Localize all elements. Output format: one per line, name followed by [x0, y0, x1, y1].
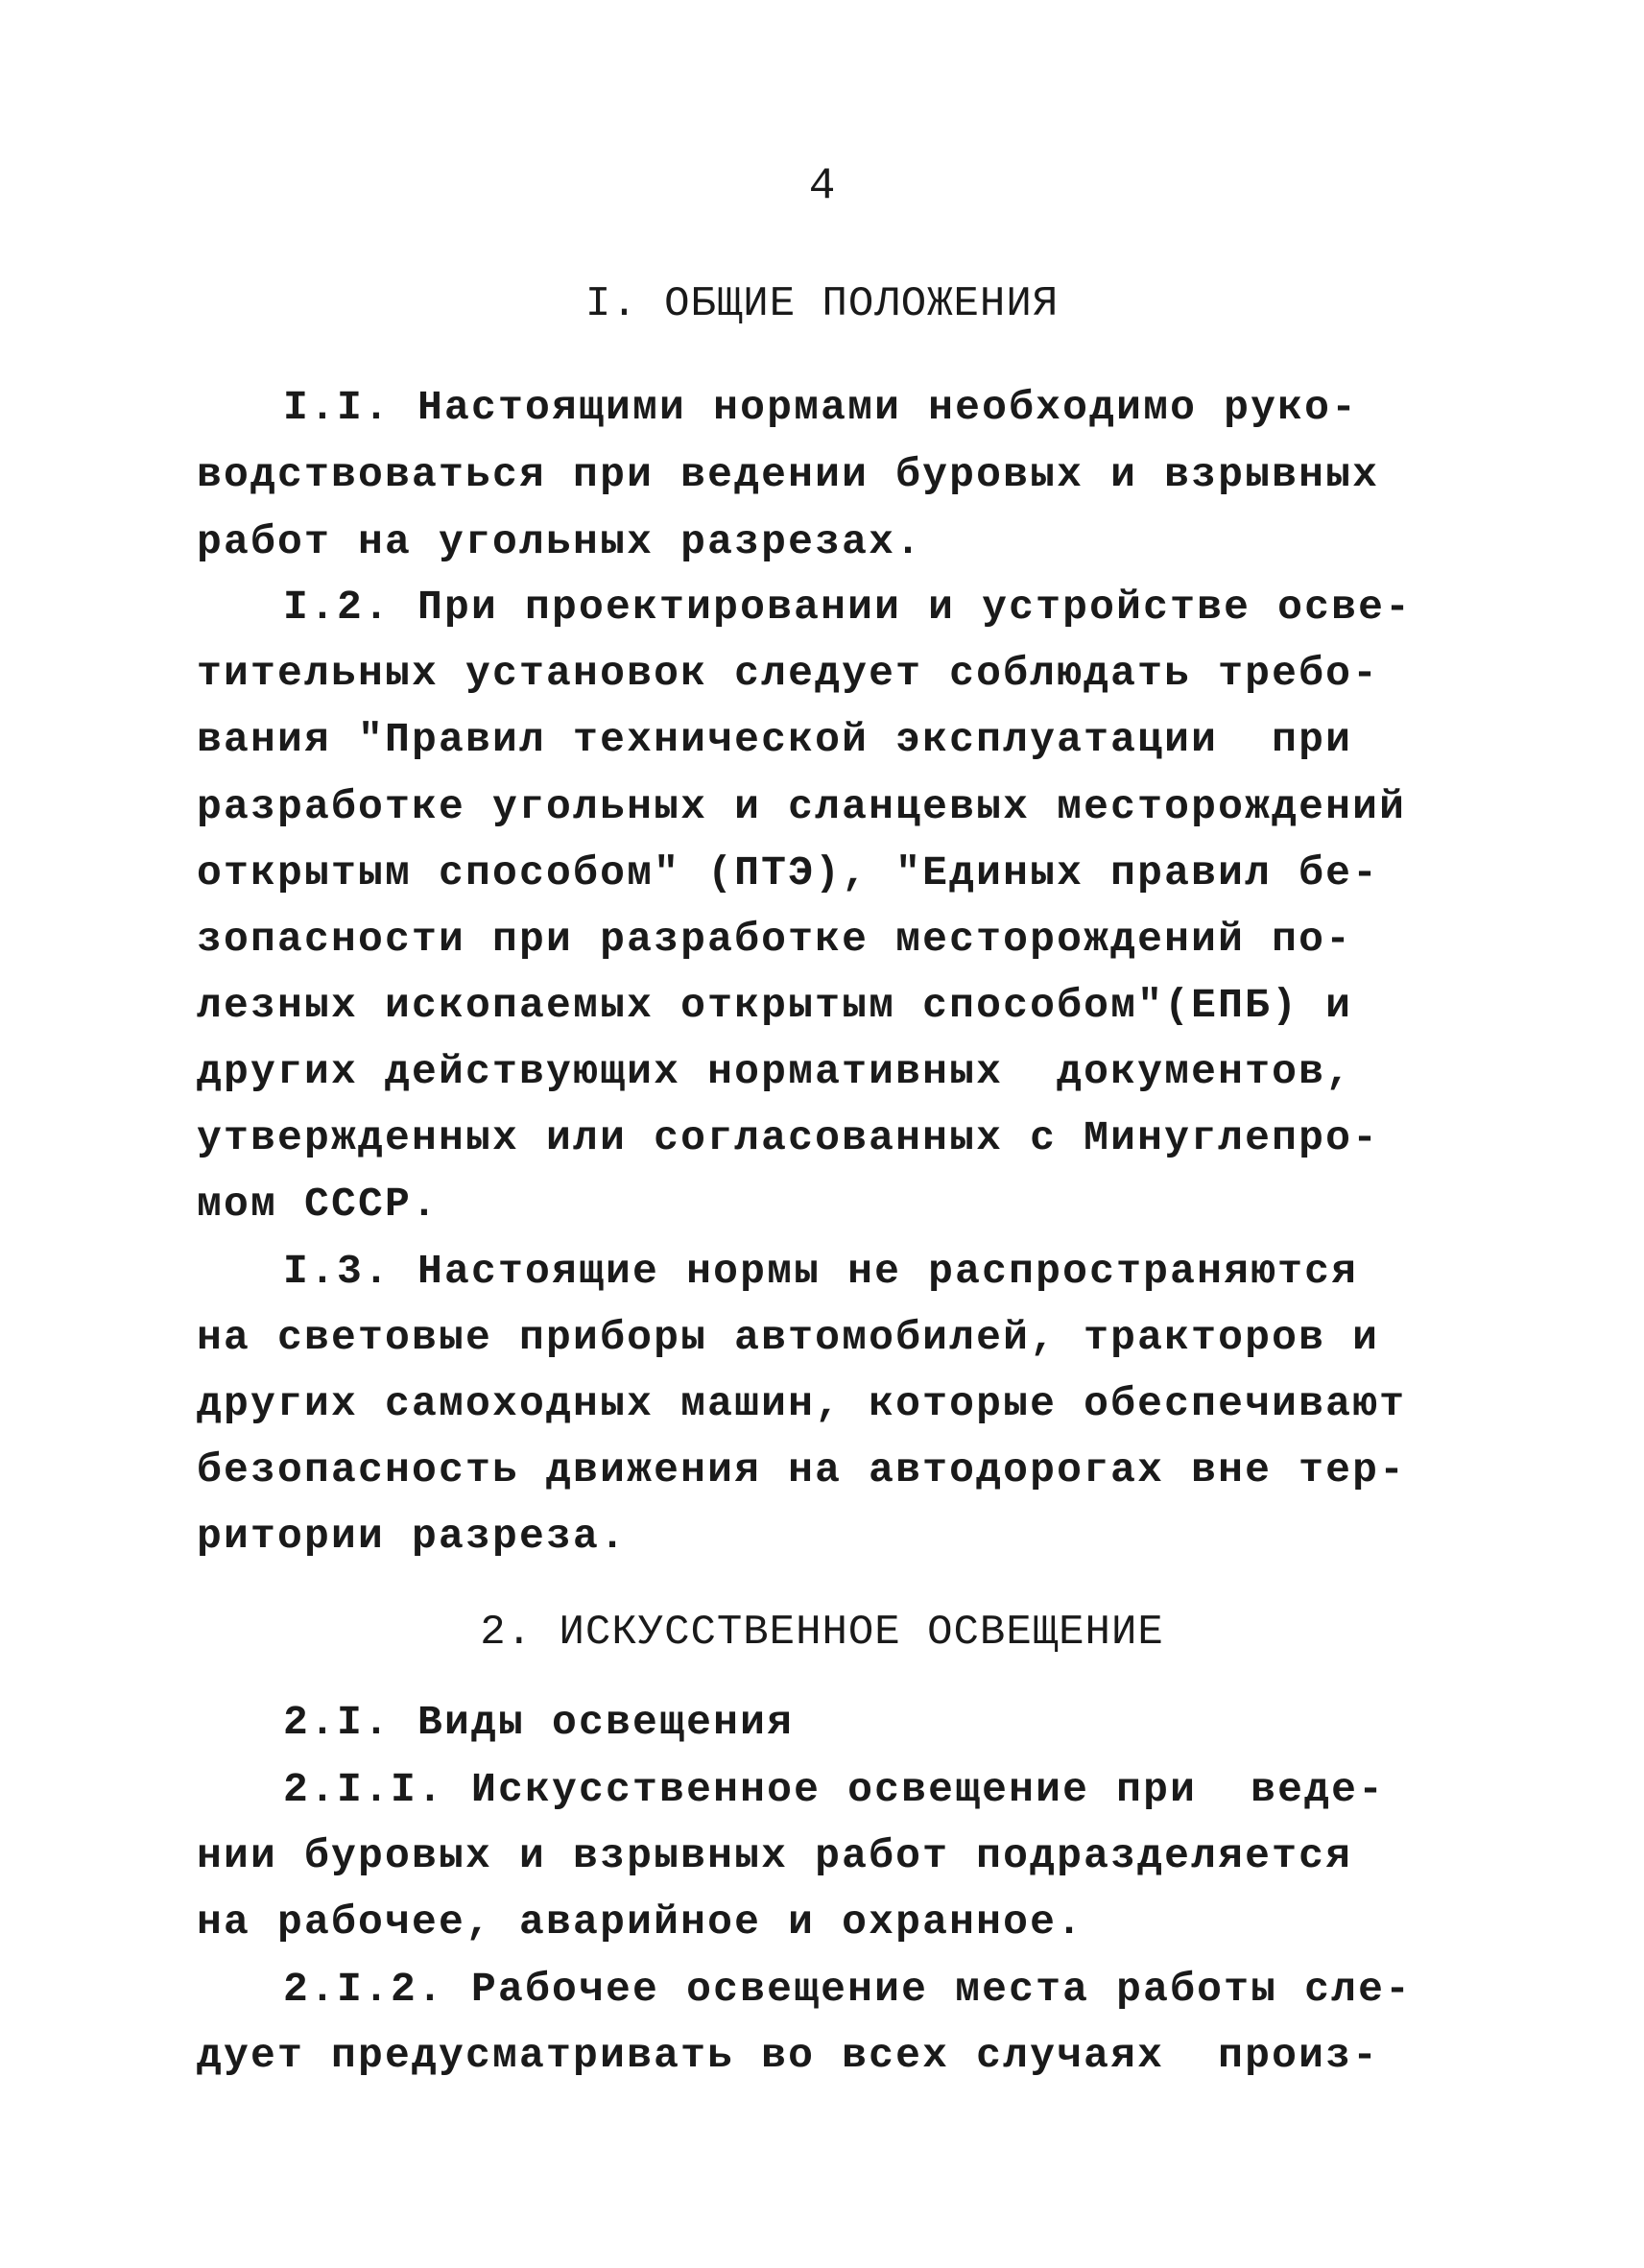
text-line: дует предусматривать во всех случаях произ- — [197, 2032, 1380, 2079]
text-line: I.2. При проектировании и устройстве осве- — [283, 584, 1413, 631]
text-line: на световые приборы автомобилей, тракторов и — [197, 1314, 1380, 1361]
text-line: ритории разреза. — [197, 1513, 628, 1560]
text-line: утвержденных или согласованных с Минуглепро- — [197, 1114, 1380, 1161]
text-line: зопасности при разработке месторождений по- — [197, 916, 1353, 963]
text-line: тительных установок следует соблюдать требо- — [197, 650, 1380, 697]
text-line: других действующих нормативных документов, — [197, 1048, 1353, 1095]
text-line: открытым способом" (ПТЭ), "Единых правил бе- — [197, 849, 1380, 896]
text-line: I.I. Настоящими нормами необходимо руко- — [283, 384, 1359, 431]
text-line: безопасность движения на автодорогах вне тер- — [197, 1446, 1407, 1493]
page-number: 4 — [808, 161, 836, 211]
text-line: нии буровых и взрывных работ подразделяется — [197, 1832, 1353, 1879]
text-line: водствоваться при ведении буровых и взрывных — [197, 451, 1380, 498]
section-2-heading: 2. ИСКУССТВЕННОЕ ОСВЕЩЕНИЕ — [480, 1609, 1164, 1657]
text-line: I.3. Настоящие нормы не распространяются — [283, 1248, 1359, 1295]
section-1-heading: I. ОБЩИЕ ПОЛОЖЕНИЯ — [584, 280, 1060, 328]
text-line: разработке угольных и сланцевых месторождений — [197, 783, 1407, 830]
text-line: мом СССР. — [197, 1181, 440, 1228]
text-line: работ на угольных разрезах. — [197, 518, 923, 565]
text-line: на рабочее, аварийное и охранное. — [197, 1898, 1084, 1946]
subsection-title: 2.I. Виды освещения — [283, 1699, 795, 1746]
text-line: других самоходных машин, которые обеспечивают — [197, 1380, 1407, 1427]
text-line: вания "Правил технической эксплуатации при — [197, 716, 1353, 763]
text-line: лезных ископаемых открытым способом"(ЕПБ) и — [197, 982, 1353, 1029]
text-line: 2.I.I. Искусственное освещение при веде- — [283, 1766, 1386, 1813]
text-line: 2.I.2. Рабочее освещение места работы сле- — [283, 1966, 1413, 2013]
